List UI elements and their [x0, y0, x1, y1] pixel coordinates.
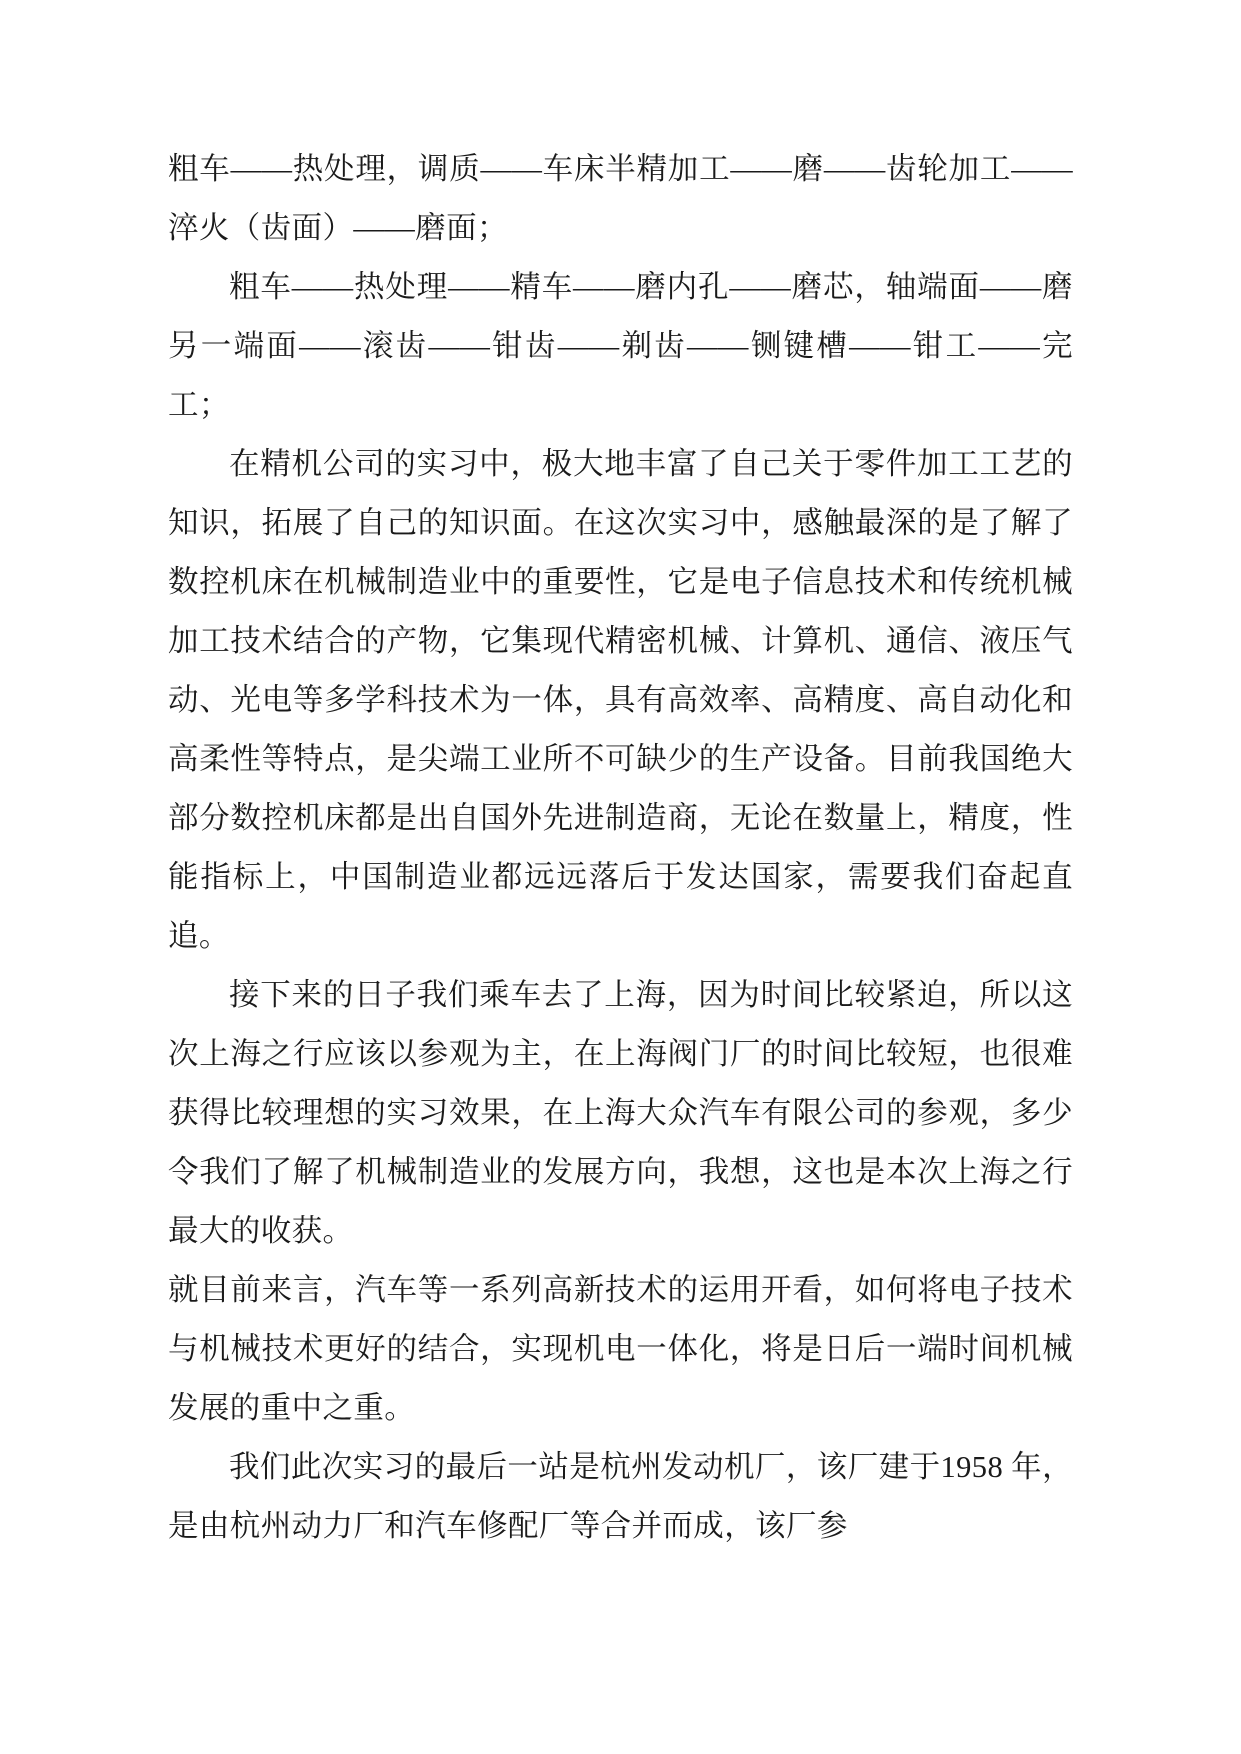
paragraph-hangzhou-factory: 我们此次实习的最后一站是杭州发动机厂，该厂建于1958 年，是由杭州动力厂和汽车修配厂等合并而成，该厂参: [168, 1450, 1073, 1543]
paragraph-internship-reflection: 在精机公司的实习中，极大地丰富了自己关于零件加工工艺的知识，拓展了自己的知识面。在这次实习中，感触最深的是了解了数控机床在机械制造业中的重要性，它是电子信息技术和传统机械加工技术结合的产物，它集现代精密机械、计算机、通信、液压气动、光电等多学科技术为一体，具有高效率、高精度、高自动化和高柔性等特点，是尖端工业所不可缺少的生产设备。目前我国绝大部分数控机床都是出自国外先进制造商，无论在数量上，精度，性能指标上，中国制造业都远远落后于发达国家，需要我们奋起直追。: [168, 447, 1073, 953]
paragraph-process-list-2: 粗车——热处理——精车——磨内孔——磨芯，轴端面——磨另一端面——滚齿——钳齿——剃齿——铡键槽——钳工——完工；: [168, 270, 1073, 422]
paragraph-shanghai-trip: 接下来的日子我们乘车去了上海，因为时间比较紧迫，所以这次上海之行应该以参观为主，在上海阀门厂的时间比较短，也很难获得比较理想的实习效果，在上海大众汽车有限公司的参观，多少令我们了解了机械制造业的发展方向，我想，这也是本次上海之行最大的收获。: [168, 978, 1073, 1248]
paragraph-process-list-1: 粗车——热处理，调质——车床半精加工——磨——齿轮加工——淬火（齿面）——磨面；: [168, 152, 1073, 245]
paragraph-technology-outlook: 就目前来言，汽车等一系列高新技术的运用开看，如何将电子技术与机械技术更好的结合，实现机电一体化，将是日后一端时间机械发展的重中之重。: [168, 1273, 1073, 1425]
document-body: [168, 140, 1073, 1556]
